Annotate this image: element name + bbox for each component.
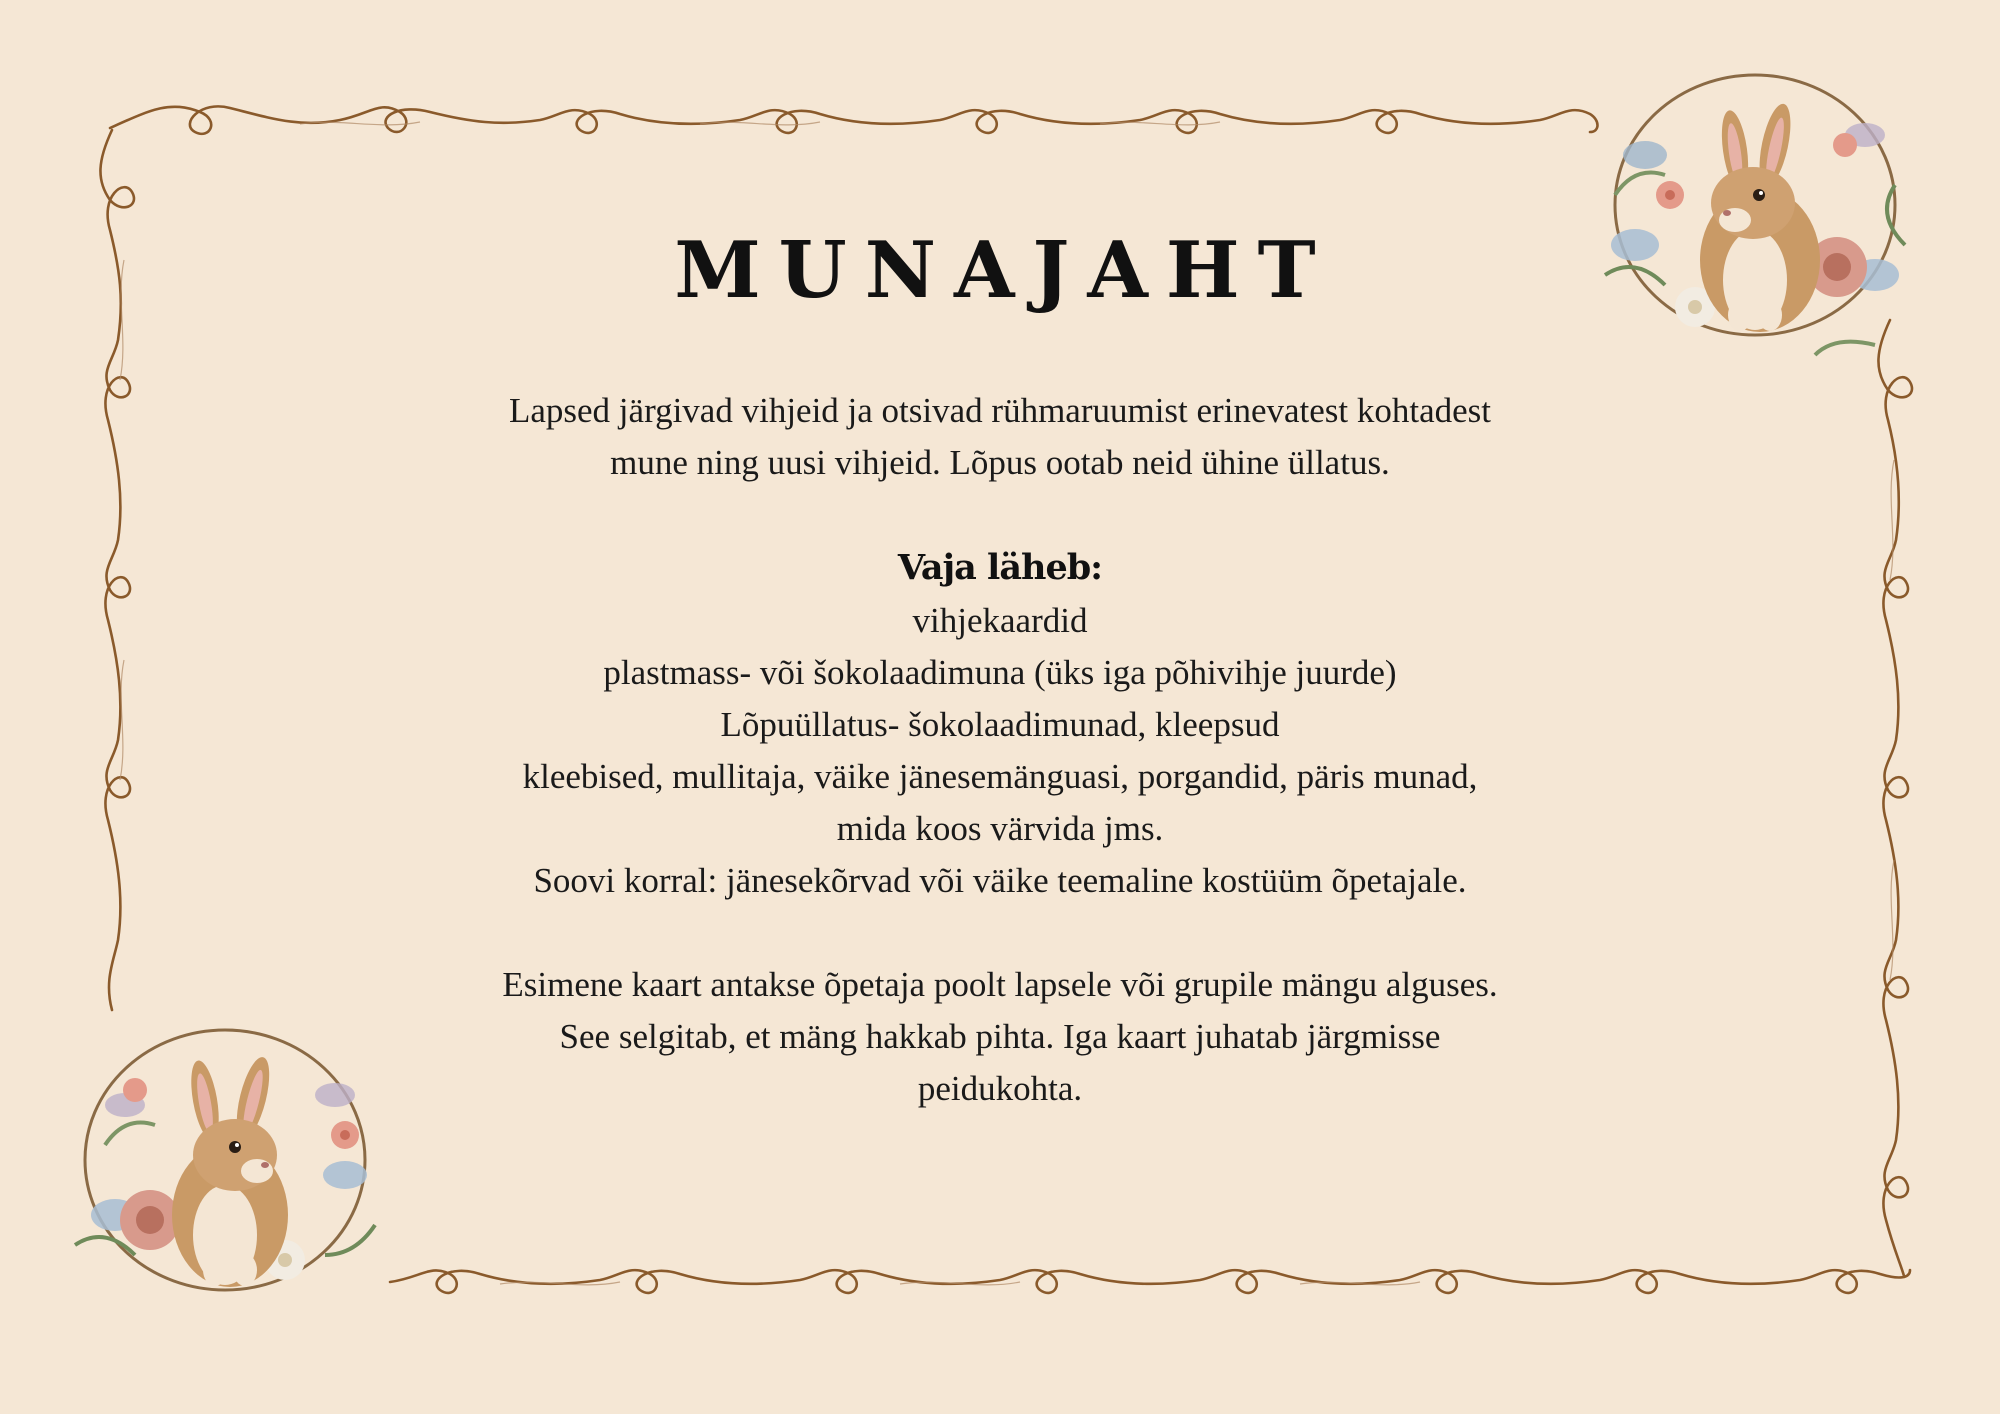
- needed-item: plastmass- või šokolaadimuna (üks iga põhivihje juurde): [603, 653, 1397, 692]
- start-line: peidukohta.: [917, 1069, 1083, 1108]
- needed-item: Lõpuüllatus- šokolaadimunad, kleepsud: [720, 705, 1280, 744]
- bunny-wreath-illustration: [45, 995, 405, 1325]
- intro-line: Lapsed järgivad vihjeid ja otsivad rühmaruumist erinevatest kohtadest: [508, 391, 1492, 430]
- intro-line: mune ning uusi vihjeid. Lõpus ootab neid ühine üllatus.: [610, 443, 1390, 482]
- needed-item: vihjekaardid: [912, 601, 1088, 640]
- content-body: [360, 385, 1640, 1115]
- start-instructions: [360, 959, 1640, 1115]
- start-line: Esimene kaart antakse õpetaja poolt lapsele või grupile mängu alguses.: [502, 965, 1498, 1004]
- page-title: MUNAJAHT: [674, 225, 1334, 316]
- needed-item: kleebised, mullitaja, väike jänesemänguasi, porgandid, päris munad,: [522, 757, 1478, 796]
- bunny-wreath-illustration: [1575, 45, 1935, 375]
- needed-item: Soovi korral: jänesekõrvad või väike teemaline kostüüm õpetajale.: [533, 861, 1467, 900]
- intro-text: [360, 385, 1640, 489]
- needed-heading: Vaja läheb:: [897, 547, 1103, 588]
- needed-section: [360, 541, 1640, 907]
- start-line: See selgitab, et mäng hakkab pihta. Iga kaart juhatab järgmisse: [559, 1017, 1441, 1056]
- needed-item: mida koos värvida jms.: [836, 809, 1164, 848]
